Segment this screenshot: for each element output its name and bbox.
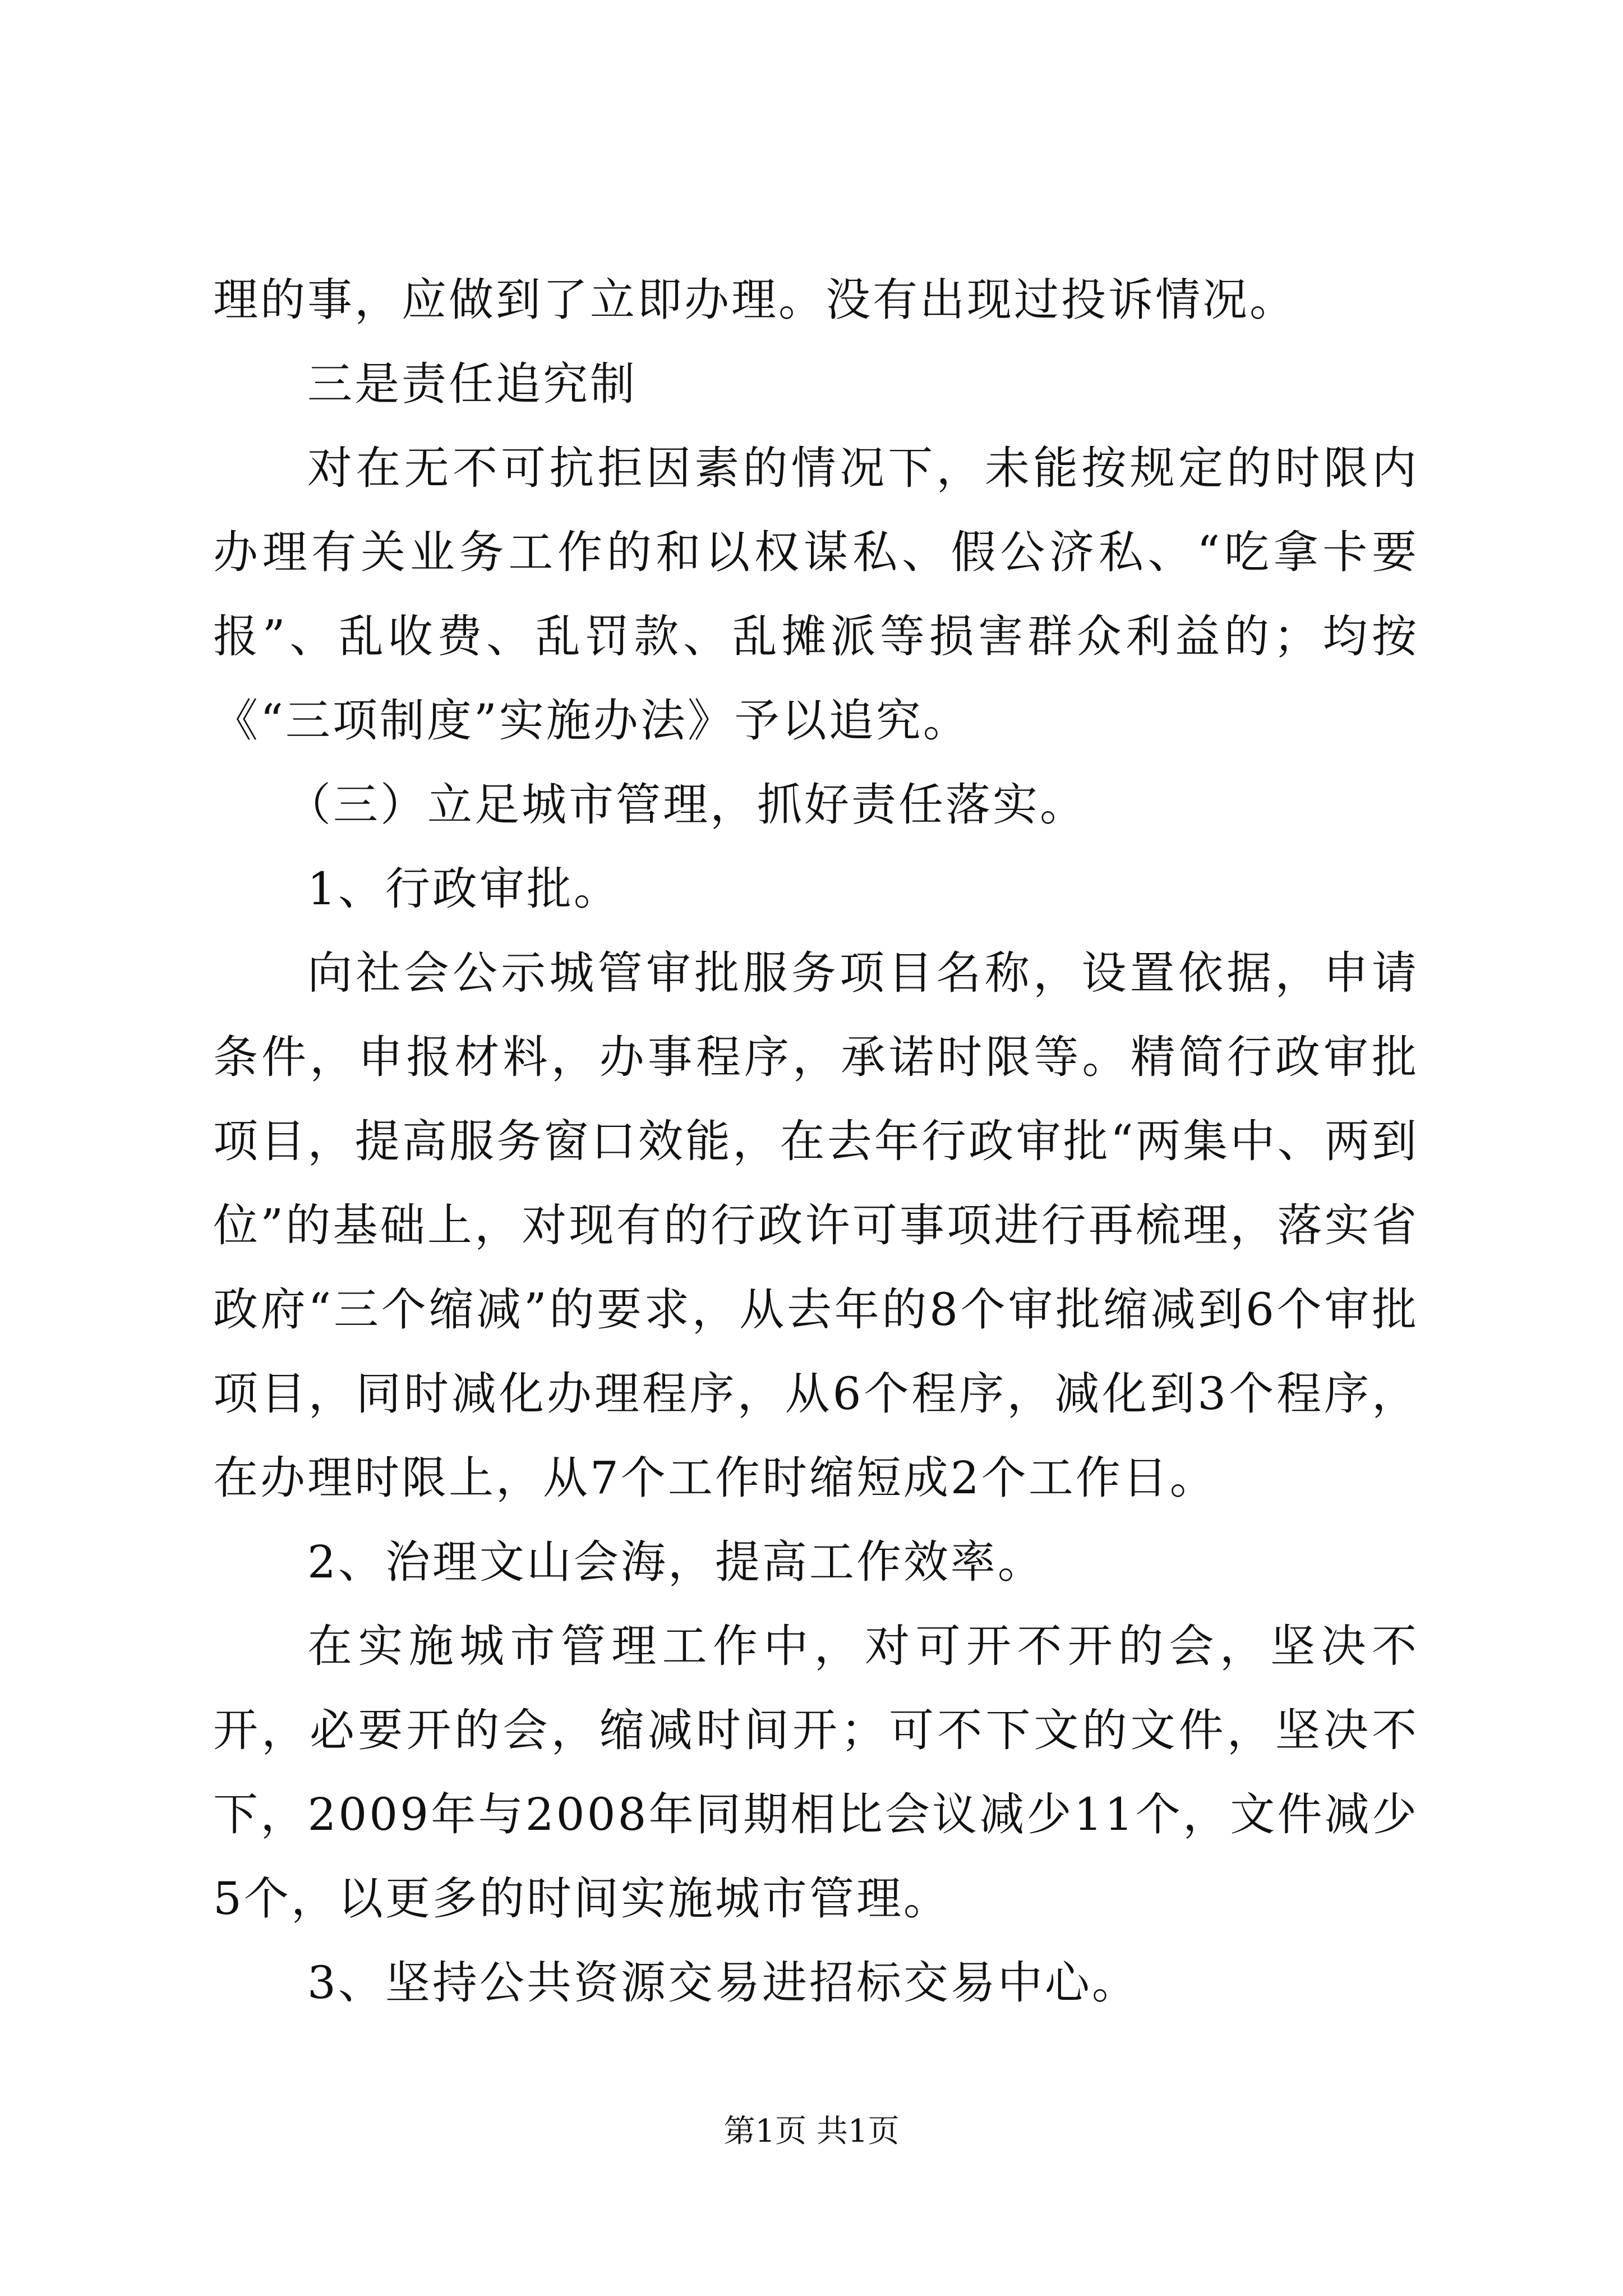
paragraph-heading-approval: 1、行政审批。 <box>307 863 621 915</box>
paragraph-heading-accountability: 三是责任追究制 <box>307 358 637 410</box>
page-footer: 第1页 共1页 <box>723 2113 900 2150</box>
paragraph-approval-body: 向社会公示城管审批服务项目名称，设置依据，申请条件，申报材料，办事程序，承诺时限等。精简行政审批项目，提高服务窗口效能，在去年行政审批“两集中、两到位”的基础上，对现有的行政许可事项进行再梳理，落实省政府“三个缩减”的要求，从去年的8个审批缩减到6个审批项目，同时减化办理程序，从6个程序，减化到3个程序，在办理时限上，从7个工作时缩短成2个工作日。 <box>213 947 1419 1504</box>
document-body <box>213 258 1419 2025</box>
paragraph-heading-meetings: 2、治理文山会海，提高工作效率。 <box>307 1536 1045 1588</box>
paragraph-meetings-body: 在实施城市管理工作中，对可开不开的会，坚决不开，必要开的会，缩减时间开；可不下文的文件，坚决不下，2009年与2008年同期相比会议减少11个，文件减少5个，以更多的时间实施城市管理。 <box>213 1620 1419 1925</box>
paragraph-continuation: 理的事，应做到了立即办理。没有出现过投诉情况。 <box>213 274 1297 326</box>
section-heading-city-management: （三）立足城市管理，抓好责任落实。 <box>286 779 1087 831</box>
paragraph-accountability-body: 对在无不可抗拒因素的情况下，未能按规定的时限内办理有关业务工作的和以权谋私、假公济私、“吃拿卡要报”、乱收费、乱罚款、乱摊派等损害群众利益的；均按《“三项制度”实施办法》予以追究。 <box>213 442 1419 747</box>
paragraph-heading-tendering: 3、坚持公共资源交易进招标交易中心。 <box>307 1957 1139 2009</box>
